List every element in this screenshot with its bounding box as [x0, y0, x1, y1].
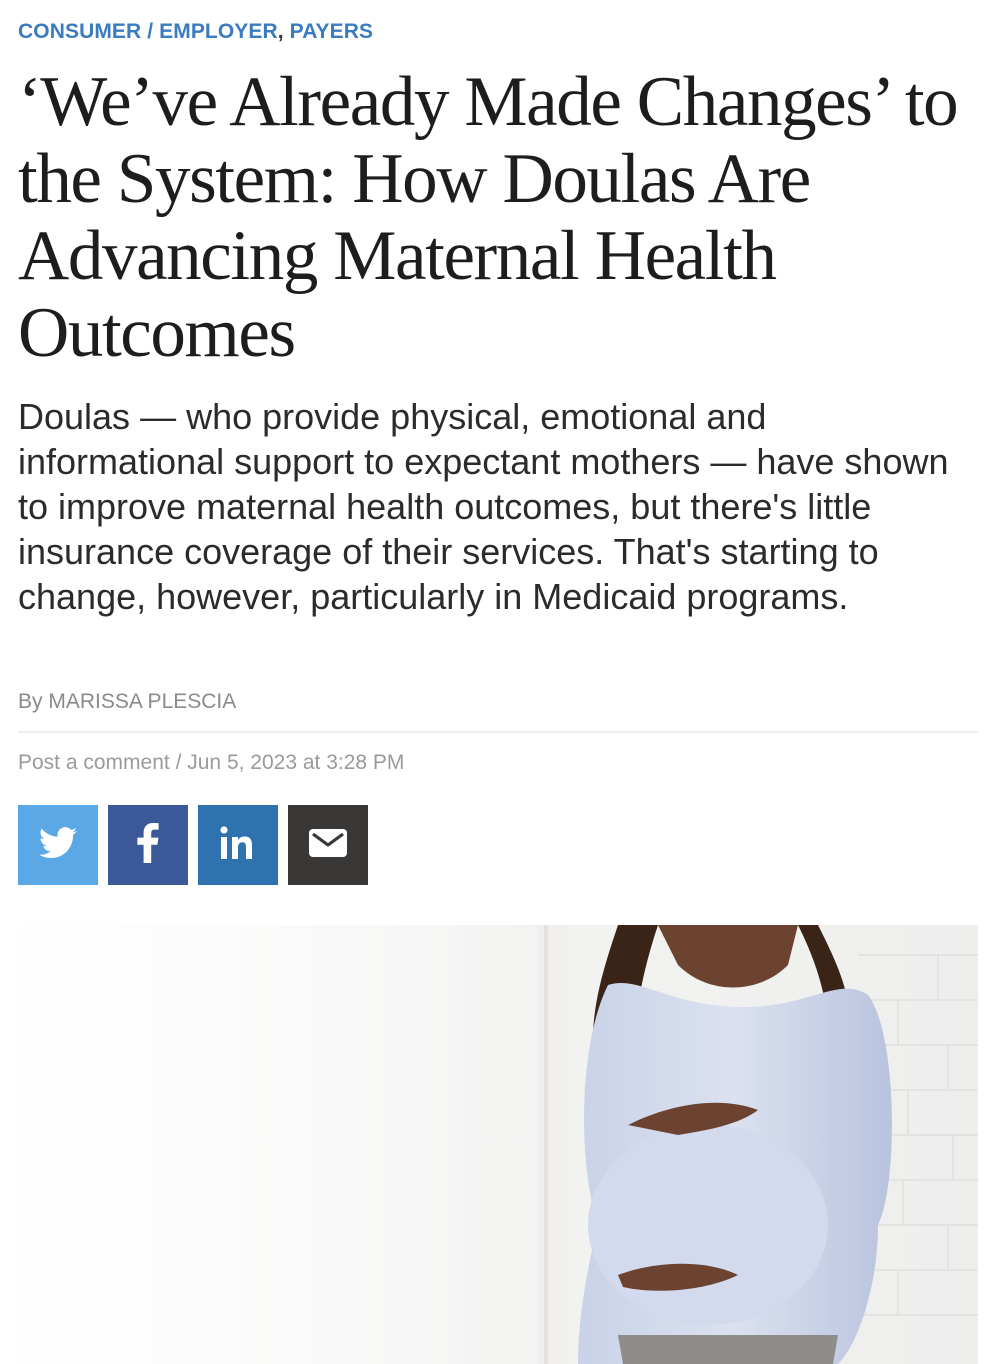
category-consumer-link[interactable]: CONSUMER: [18, 20, 142, 43]
divider: [18, 731, 978, 733]
email-icon: [308, 828, 348, 863]
facebook-icon: [137, 823, 159, 868]
category-employer-link[interactable]: EMPLOYER: [159, 20, 278, 43]
byline-prefix: By: [18, 690, 43, 713]
byline: [18, 690, 236, 714]
breadcrumb-comma: ,: [277, 20, 290, 43]
breadcrumb-separator: /: [141, 20, 160, 43]
meta-separator: /: [169, 751, 188, 774]
share-facebook-button[interactable]: [108, 805, 188, 885]
article-dek: Doulas — who provide physical, emotional and informational support to expectant mothers — have shown to improve maternal health outcomes, but there's little insurance coverage of their services. That's starting to change, however, particularly in Medicaid programs.: [18, 396, 949, 617]
linkedin-icon: [219, 825, 257, 866]
category-breadcrumb: [18, 20, 373, 44]
share-twitter-button[interactable]: [18, 805, 98, 885]
share-email-button[interactable]: [288, 805, 368, 885]
hero-image: [18, 925, 978, 1364]
author-link[interactable]: [48, 690, 236, 713]
article-title: ‘We’ve Already Made Changes’ to the System: How Doulas Are Advancing Maternal Health Outcomes: [18, 63, 958, 372]
publish-date: Jun 5, 2023 at 3:28 PM: [187, 751, 405, 774]
twitter-icon: [39, 827, 77, 864]
category-payers-link[interactable]: PAYERS: [289, 20, 374, 43]
post-comment-link[interactable]: Post a comment: [18, 751, 170, 774]
article-meta: [18, 751, 404, 775]
share-bar: [18, 805, 368, 885]
author-name: MARISSA PLESCIA: [48, 690, 237, 713]
share-linkedin-button[interactable]: [198, 805, 278, 885]
